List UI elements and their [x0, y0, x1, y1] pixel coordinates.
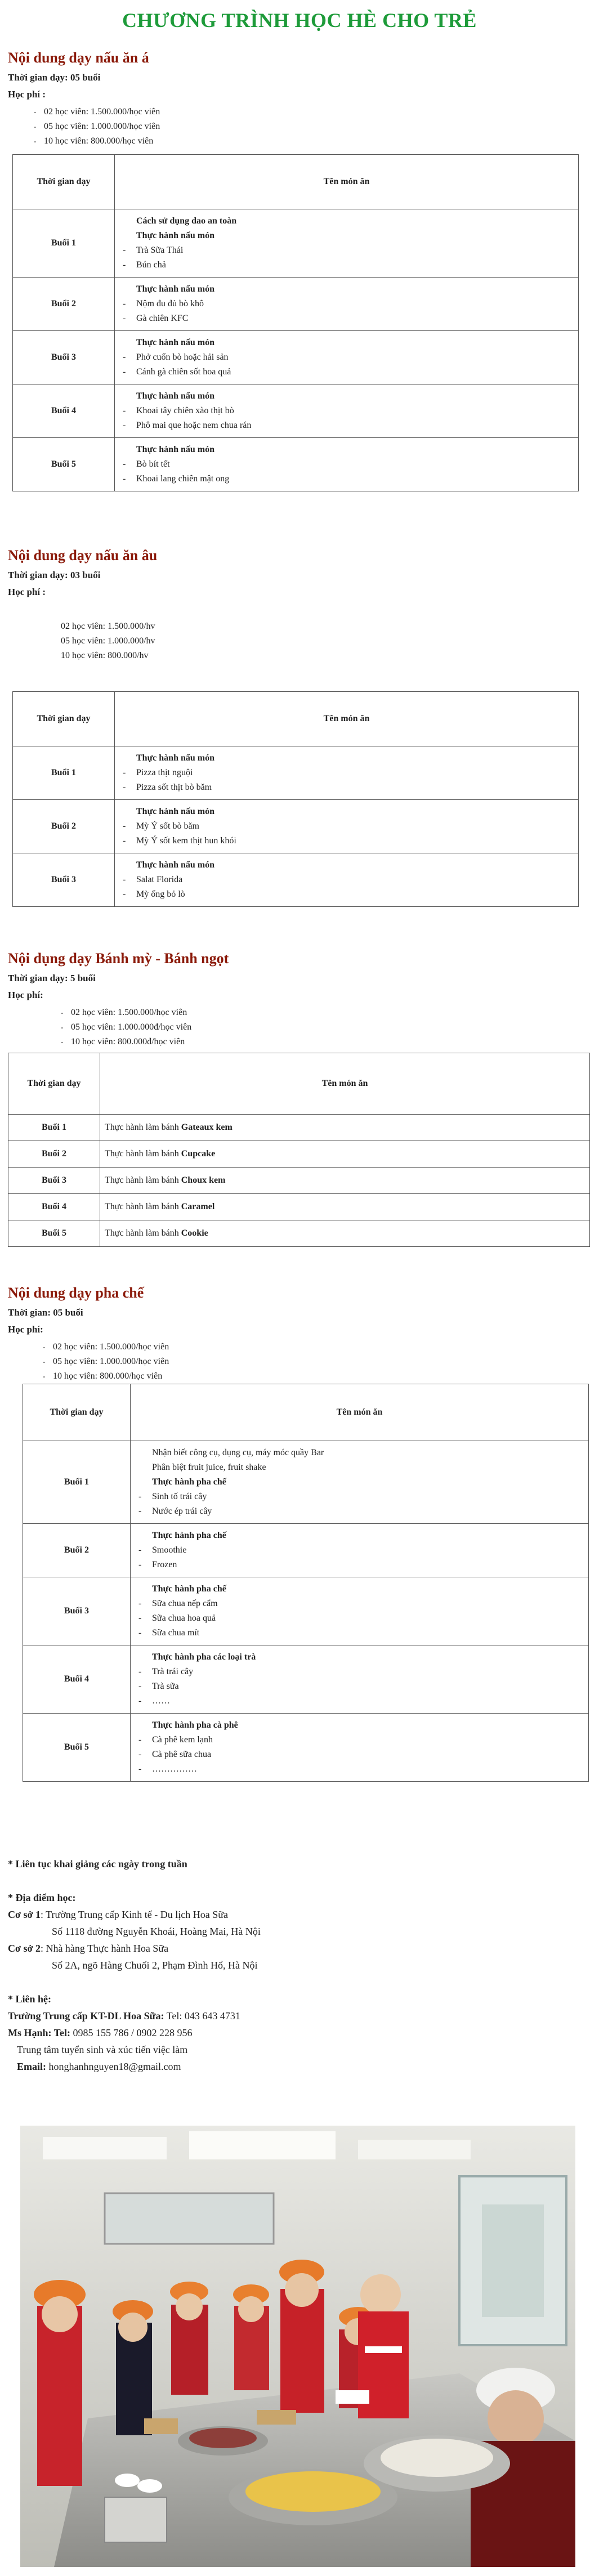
fee-list — [34, 105, 599, 149]
dish-heading: Thực hành pha chế — [152, 1584, 226, 1594]
section-european-cooking — [0, 546, 599, 907]
fee-item: - 10 học viên: 800.000đ/học viên — [61, 1037, 185, 1046]
fee-item: 05 học viên: 1.000.000/hv — [61, 636, 155, 646]
dish-item: Phân biệt fruit juice, fruit shake — [152, 1463, 266, 1472]
fee-item: - 05 học viên: 1.000.000đ/học viên — [61, 1022, 192, 1032]
dish-heading: Thực hành nấu món — [136, 284, 214, 294]
dish-item: - Sữa chua nếp cẩm — [146, 1596, 588, 1611]
ongoing-note: * Liên tục khai giảng các ngày trong tuần — [8, 1858, 187, 1870]
fee-label: Học phí : — [8, 587, 46, 597]
dish-heading: Thực hành pha cà phê — [152, 1720, 238, 1730]
dish-cell — [100, 1141, 590, 1168]
dish-cell — [115, 331, 579, 384]
table-row — [8, 1141, 590, 1168]
menu-table-wrap — [12, 154, 599, 491]
dish-name: Choux kem — [181, 1175, 226, 1185]
dish-item: - …………… — [146, 1762, 588, 1777]
col-header-dish: Tên món ăn — [131, 1384, 589, 1441]
campus-2: Cơ sở 2: Nhà hàng Thực hành Hoa Sữa — [8, 1943, 169, 1954]
dish-item: - Sinh tố trái cây — [146, 1490, 588, 1504]
dish-cell — [100, 1168, 590, 1194]
dish-item: - Trà Sữa Thái — [131, 243, 578, 258]
menu-table-wrap — [12, 691, 599, 907]
fee-item: - 02 học viên: 1.500.000/học viên — [61, 1008, 187, 1017]
fee-item: - 05 học viên: 1.000.000/học viên — [43, 1357, 169, 1366]
dish-cell — [100, 1220, 590, 1247]
dish-item: - Cà phê kem lạnh — [146, 1733, 588, 1747]
section-bread-cakes — [0, 949, 599, 1247]
dish-name: Cookie — [181, 1228, 208, 1238]
dish-item: - …… — [146, 1694, 588, 1709]
fee-item: - 10 học viên: 800.000/học viên — [43, 1371, 163, 1381]
fee-label: Học phí: — [8, 990, 43, 1000]
dish-item: - Trà sữa — [146, 1679, 588, 1694]
dish-name: Caramel — [181, 1202, 215, 1211]
dish-prefix: Thực hành làm bánh — [105, 1122, 181, 1132]
session-cell: Buổi 2 — [8, 1141, 100, 1168]
dish-item: - Cánh gà chiên sốt hoa quả — [131, 365, 578, 379]
dish-item: - Pizza sốt thịt bò băm — [131, 780, 578, 795]
dish-prefix: Thực hành làm bánh — [105, 1175, 181, 1185]
table-row — [8, 1168, 590, 1194]
section-asian-cooking — [0, 48, 599, 491]
dish-item: Nhận biết công cụ, dụng cụ, máy móc quầy Bar — [152, 1448, 324, 1457]
dish-name: Cupcake — [181, 1149, 216, 1159]
session-cell: Buổi 4 — [13, 384, 115, 438]
location-label: * Địa điểm học: — [8, 1892, 76, 1903]
dish-item: - Khoai lang chiên mật ong — [131, 472, 578, 486]
dish-cell — [131, 1645, 589, 1714]
dish-item: - Smoothie — [146, 1543, 588, 1558]
session-cell: Buổi 5 — [23, 1714, 131, 1782]
dish-prefix: Thực hành làm bánh — [105, 1149, 181, 1159]
dish-heading: Thực hành pha chế — [152, 1531, 226, 1540]
session-cell: Buổi 5 — [8, 1220, 100, 1247]
table-row — [13, 384, 579, 438]
table-header-row — [23, 1384, 589, 1441]
session-cell: Buổi 3 — [8, 1168, 100, 1194]
dish-cell — [100, 1194, 590, 1220]
dish-heading: Thực hành pha chế — [152, 1477, 226, 1487]
dish-item: - Nộm đu đủ bò khô — [131, 297, 578, 311]
dish-cell — [131, 1577, 589, 1645]
session-cell: Buổi 5 — [13, 438, 115, 491]
section-title: Nội dung dạy nấu ăn á — [8, 50, 149, 66]
table-row — [13, 800, 579, 853]
menu-table — [8, 1053, 590, 1247]
menu-table-wrap — [8, 1053, 599, 1247]
dish-item: - Trà trái cây — [146, 1665, 588, 1679]
campus-1: Cơ sở 1: Trường Trung cấp Kinh tế - Du lịch Hoa Sữa — [8, 1909, 228, 1920]
campus-1-address: Số 1118 đường Nguyễn Khoái, Hoàng Mai, Hà Nội — [52, 1926, 261, 1937]
table-row — [13, 278, 579, 331]
dish-item: - Phở cuốn bò hoặc hải sản — [131, 350, 578, 365]
table-row — [23, 1441, 589, 1524]
dish-heading: Thực hành nấu món — [136, 338, 214, 347]
table-header-row — [8, 1053, 590, 1115]
dish-item: - Phô mai que hoặc nem chua rán — [131, 418, 578, 433]
dish-item: - Sữa chua mít — [146, 1626, 588, 1640]
col-header-dish: Tên món ăn — [115, 692, 579, 746]
col-header-time: Thời gian dạy — [13, 155, 115, 209]
table-row — [23, 1714, 589, 1782]
session-cell: Buổi 2 — [13, 800, 115, 853]
dish-heading: Thực hành nấu món — [136, 231, 214, 240]
dish-item: - Gà chiên KFC — [131, 311, 578, 326]
campus-2-address: Số 2A, ngõ Hàng Chuối 2, Phạm Đình Hổ, Hà Nội — [52, 1960, 258, 1971]
table-row — [8, 1194, 590, 1220]
dish-heading: Cách sử dụng dao an toàn — [136, 216, 237, 226]
dish-item: - Bò bít tết — [131, 457, 578, 472]
dish-cell — [131, 1524, 589, 1577]
col-header-time: Thời gian dạy — [23, 1384, 131, 1441]
page-title: CHƯƠNG TRÌNH HỌC HÈ CHO TRẺ — [122, 9, 477, 32]
dish-item: - Pizza thịt nguội — [131, 766, 578, 780]
dish-item: - Mỳ ống bỏ lò — [131, 887, 578, 902]
fee-label: Học phí : — [8, 89, 46, 100]
duration: Thời gian dạy: 05 buổi — [8, 72, 101, 83]
dish-item: - Cà phê sữa chua — [146, 1747, 588, 1762]
dish-cell — [115, 438, 579, 491]
fee-item: 10 học viên: 800.000/hv — [61, 651, 149, 660]
dish-name: Gateaux kem — [181, 1122, 233, 1132]
fee-list — [43, 1340, 599, 1384]
dish-heading: Thực hành nấu món — [136, 860, 214, 870]
session-cell: Buổi 2 — [13, 278, 115, 331]
dish-item: - Khoai tây chiên xào thịt bò — [131, 404, 578, 418]
dish-heading: Thực hành pha các loại trà — [152, 1652, 256, 1662]
fee-item: - 05 học viên: 1.000.000/học viên — [34, 122, 160, 131]
dish-cell — [115, 746, 579, 800]
contact-label: * Liên hệ: — [8, 1993, 52, 2005]
dish-item: - Frozen — [146, 1558, 588, 1572]
menu-table — [23, 1384, 589, 1782]
dish-item: - Sữa chua hoa quả — [146, 1611, 588, 1626]
fee-list — [61, 619, 599, 663]
table-row — [13, 209, 579, 278]
dish-cell — [115, 384, 579, 438]
dish-cell — [131, 1441, 589, 1524]
session-cell: Buổi 3 — [13, 853, 115, 907]
dish-item: - Mỳ Ý sốt kem thịt hun khói — [131, 834, 578, 848]
menu-table — [12, 154, 579, 491]
session-cell: Buổi 1 — [23, 1441, 131, 1524]
table-row — [8, 1220, 590, 1247]
duration: Thời gian: 05 buổi — [8, 1307, 83, 1318]
table-row — [8, 1115, 590, 1141]
dish-item: - Salat Florida — [131, 873, 578, 887]
fee-item: - 02 học viên: 1.500.000/học viên — [34, 107, 160, 117]
dish-cell — [115, 278, 579, 331]
dish-cell — [131, 1714, 589, 1782]
session-cell: Buổi 1 — [13, 746, 115, 800]
table-row — [23, 1645, 589, 1714]
dish-cell — [100, 1115, 590, 1141]
session-cell: Buổi 1 — [13, 209, 115, 278]
dish-prefix: Thực hành làm bánh — [105, 1202, 181, 1211]
fee-item: - 02 học viên: 1.500.000/học viên — [43, 1342, 169, 1352]
col-header-time: Thời gian dạy — [13, 692, 115, 746]
dish-item: - Nước ép trái cây — [146, 1504, 588, 1519]
session-cell: Buổi 3 — [23, 1577, 131, 1645]
table-row — [23, 1577, 589, 1645]
menu-table — [12, 691, 579, 907]
section-title: Nội dụng dạy Bánh mỳ - Bánh ngọt — [8, 950, 229, 967]
email-link[interactable]: honghanhnguyen18@gmail.com — [46, 2061, 181, 2072]
session-cell: Buổi 4 — [8, 1194, 100, 1220]
section-drinks — [0, 1283, 599, 1782]
dish-cell — [115, 800, 579, 853]
school-contact: Trường Trung cấp KT-DL Hoa Sữa: Tel: 043 643 4731 — [8, 2010, 240, 2022]
dish-heading: Thực hành nấu món — [136, 753, 214, 763]
fee-item: - 10 học viên: 800.000/học viên — [34, 136, 154, 146]
session-cell: Buổi 3 — [13, 331, 115, 384]
cooking-class-photo — [20, 2126, 575, 2567]
dish-prefix: Thực hành làm bánh — [105, 1228, 181, 1238]
table-row — [13, 438, 579, 491]
table-row — [13, 853, 579, 907]
table-header-row — [13, 692, 579, 746]
duration: Thời gian dạy: 5 buổi — [8, 973, 96, 983]
session-cell: Buổi 2 — [23, 1524, 131, 1577]
photo-illustration — [20, 2126, 575, 2567]
dish-heading: Thực hành nấu món — [136, 445, 214, 454]
contact-info — [0, 1855, 599, 2075]
col-header-time: Thời gian dạy — [8, 1053, 100, 1115]
table-header-row — [13, 155, 579, 209]
col-header-dish: Tên món ăn — [115, 155, 579, 209]
col-header-dish: Tên món ăn — [100, 1053, 590, 1115]
table-row — [23, 1524, 589, 1577]
session-cell: Buổi 1 — [8, 1115, 100, 1141]
dish-item: - Bún chả — [131, 258, 578, 272]
table-row — [13, 331, 579, 384]
dish-item: - Mỳ Ý sốt bò băm — [131, 819, 578, 834]
duration: Thời gian dạy: 03 buổi — [8, 570, 101, 580]
dish-heading: Thực hành nấu món — [136, 391, 214, 401]
email-line: Email: honghanhnguyen18@gmail.com — [17, 2061, 181, 2072]
fee-list — [61, 1005, 599, 1049]
table-row — [13, 746, 579, 800]
dish-cell — [115, 209, 579, 278]
dish-cell — [115, 853, 579, 907]
session-cell: Buổi 4 — [23, 1645, 131, 1714]
section-title: Nội dung dạy pha chế — [8, 1285, 144, 1301]
fee-label: Học phí: — [8, 1324, 43, 1335]
dish-heading: Thực hành nấu món — [136, 807, 214, 816]
fee-item: 02 học viên: 1.500.000/hv — [61, 621, 155, 631]
person-contact: Ms Hạnh: Tel: 0985 155 786 / 0902 228 956 — [8, 2027, 193, 2038]
section-title: Nội dung dạy nấu ăn âu — [8, 547, 158, 564]
menu-table-wrap — [23, 1384, 599, 1782]
recruitment-center: Trung tâm tuyển sinh và xúc tiến việc làm — [17, 2044, 188, 2055]
